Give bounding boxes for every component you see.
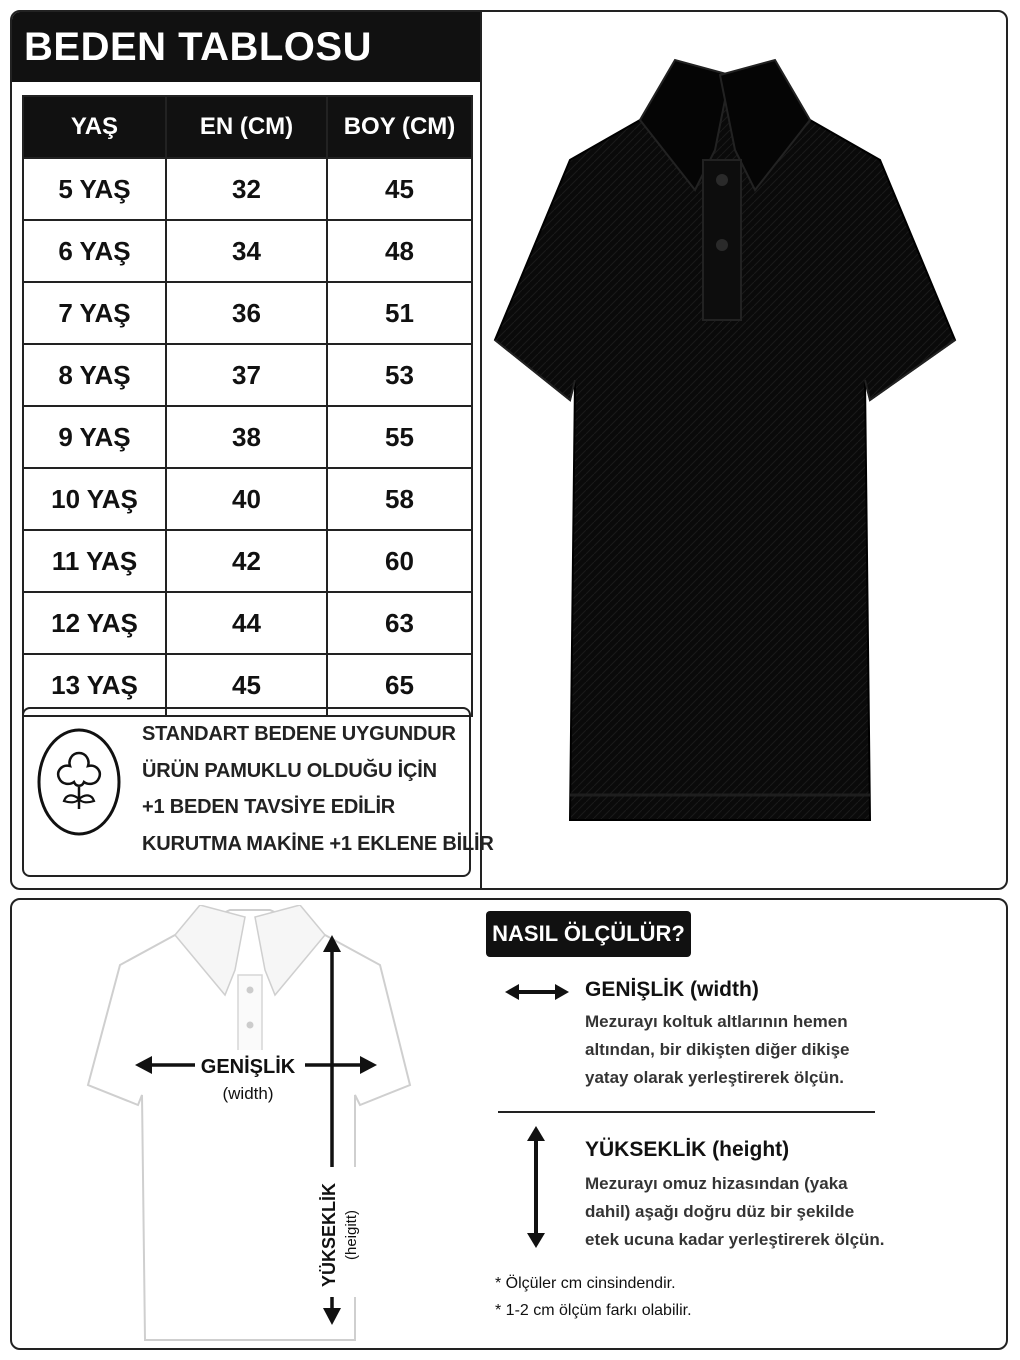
width-text-line-3: yatay olarak yerleştirerek ölçün. bbox=[585, 1068, 844, 1087]
info-line-4: KURUTMA MAKİNE +1 EKLENE BİLİR bbox=[142, 833, 494, 855]
double-arrow-horizontal-icon bbox=[503, 981, 571, 1003]
black-polo-shirt-image bbox=[490, 50, 960, 870]
cell-age: 5 YAŞ bbox=[23, 158, 166, 220]
height-text-line-2: dahil) aşağı doğru düz bir şekilde bbox=[585, 1202, 855, 1221]
cell-length: 51 bbox=[327, 282, 472, 344]
header-age: YAŞ bbox=[23, 96, 166, 158]
panel-divider bbox=[480, 10, 482, 890]
cell-age: 6 YAŞ bbox=[23, 220, 166, 282]
header-width: EN (CM) bbox=[166, 96, 327, 158]
cell-length: 53 bbox=[327, 344, 472, 406]
width-text-line-1: Mezurayı koltuk altlarının hemen bbox=[585, 1012, 848, 1031]
cell-width: 32 bbox=[166, 158, 327, 220]
table-row bbox=[23, 406, 472, 468]
table-row bbox=[23, 468, 472, 530]
table-row bbox=[23, 282, 472, 344]
cell-age: 12 YAŞ bbox=[23, 592, 166, 654]
cell-length: 65 bbox=[327, 654, 472, 716]
cell-width: 37 bbox=[166, 344, 327, 406]
width-section-title: GENİŞLİK (width) bbox=[585, 978, 759, 1001]
cell-length: 48 bbox=[327, 220, 472, 282]
how-to-measure-title: NASIL ÖLÇÜLÜR? bbox=[486, 911, 691, 957]
table-row bbox=[23, 158, 472, 220]
info-line-2: ÜRÜN PAMUKLU OLDUĞU İÇİN bbox=[142, 760, 437, 782]
white-polo-diagram bbox=[80, 905, 420, 1343]
table-row bbox=[23, 220, 472, 282]
cell-width: 36 bbox=[166, 282, 327, 344]
cell-age: 8 YAŞ bbox=[23, 344, 166, 406]
header-length: BOY (CM) bbox=[327, 96, 472, 158]
cell-width: 40 bbox=[166, 468, 327, 530]
table-header-row bbox=[23, 96, 472, 158]
cotton-icon bbox=[36, 727, 122, 837]
info-line-1: STANDART BEDENE UYGUNDUR bbox=[142, 723, 456, 745]
cell-length: 55 bbox=[327, 406, 472, 468]
height-label: YÜKSEKLİK bbox=[319, 1182, 339, 1288]
cell-length: 45 bbox=[327, 158, 472, 220]
double-arrow-vertical-icon bbox=[524, 1125, 548, 1249]
cell-age: 11 YAŞ bbox=[23, 530, 166, 592]
cell-length: 63 bbox=[327, 592, 472, 654]
cell-width: 42 bbox=[166, 530, 327, 592]
table-row bbox=[23, 530, 472, 592]
section-divider bbox=[498, 1111, 875, 1113]
cell-age: 9 YAŞ bbox=[23, 406, 166, 468]
width-text-line-2: altından, bir dikişten diğer dikişe bbox=[585, 1040, 850, 1059]
cell-width: 38 bbox=[166, 406, 327, 468]
height-text-line-1: Mezurayı omuz hizasından (yaka bbox=[585, 1174, 848, 1193]
cell-age: 13 YAŞ bbox=[23, 654, 166, 716]
cell-length: 60 bbox=[327, 530, 472, 592]
cell-length: 58 bbox=[327, 468, 472, 530]
size-table bbox=[22, 95, 473, 717]
cell-width: 45 bbox=[166, 654, 327, 716]
width-label: GENİŞLİK bbox=[200, 1056, 296, 1078]
width-sub-label: (width) bbox=[222, 1084, 274, 1103]
note-tolerance: * 1-2 cm ölçüm farkı olabilir. bbox=[495, 1302, 692, 1319]
height-sub-label: (heigitt) bbox=[343, 1209, 360, 1261]
height-section-title: YÜKSEKLİK (height) bbox=[585, 1138, 790, 1161]
note-units: * Ölçüler cm cinsindendir. bbox=[495, 1275, 676, 1292]
info-box bbox=[22, 707, 494, 877]
table-row bbox=[23, 592, 472, 654]
cell-age: 7 YAŞ bbox=[23, 282, 166, 344]
height-text-line-3: etek ucuna kadar yerleştirerek ölçün. bbox=[585, 1230, 885, 1249]
cell-age: 10 YAŞ bbox=[23, 468, 166, 530]
table-row bbox=[23, 344, 472, 406]
info-line-3: +1 BEDEN TAVSİYE EDİLİR bbox=[142, 796, 396, 818]
cell-width: 34 bbox=[166, 220, 327, 282]
page-title: BEDEN TABLOSU bbox=[12, 12, 480, 82]
cell-width: 44 bbox=[166, 592, 327, 654]
